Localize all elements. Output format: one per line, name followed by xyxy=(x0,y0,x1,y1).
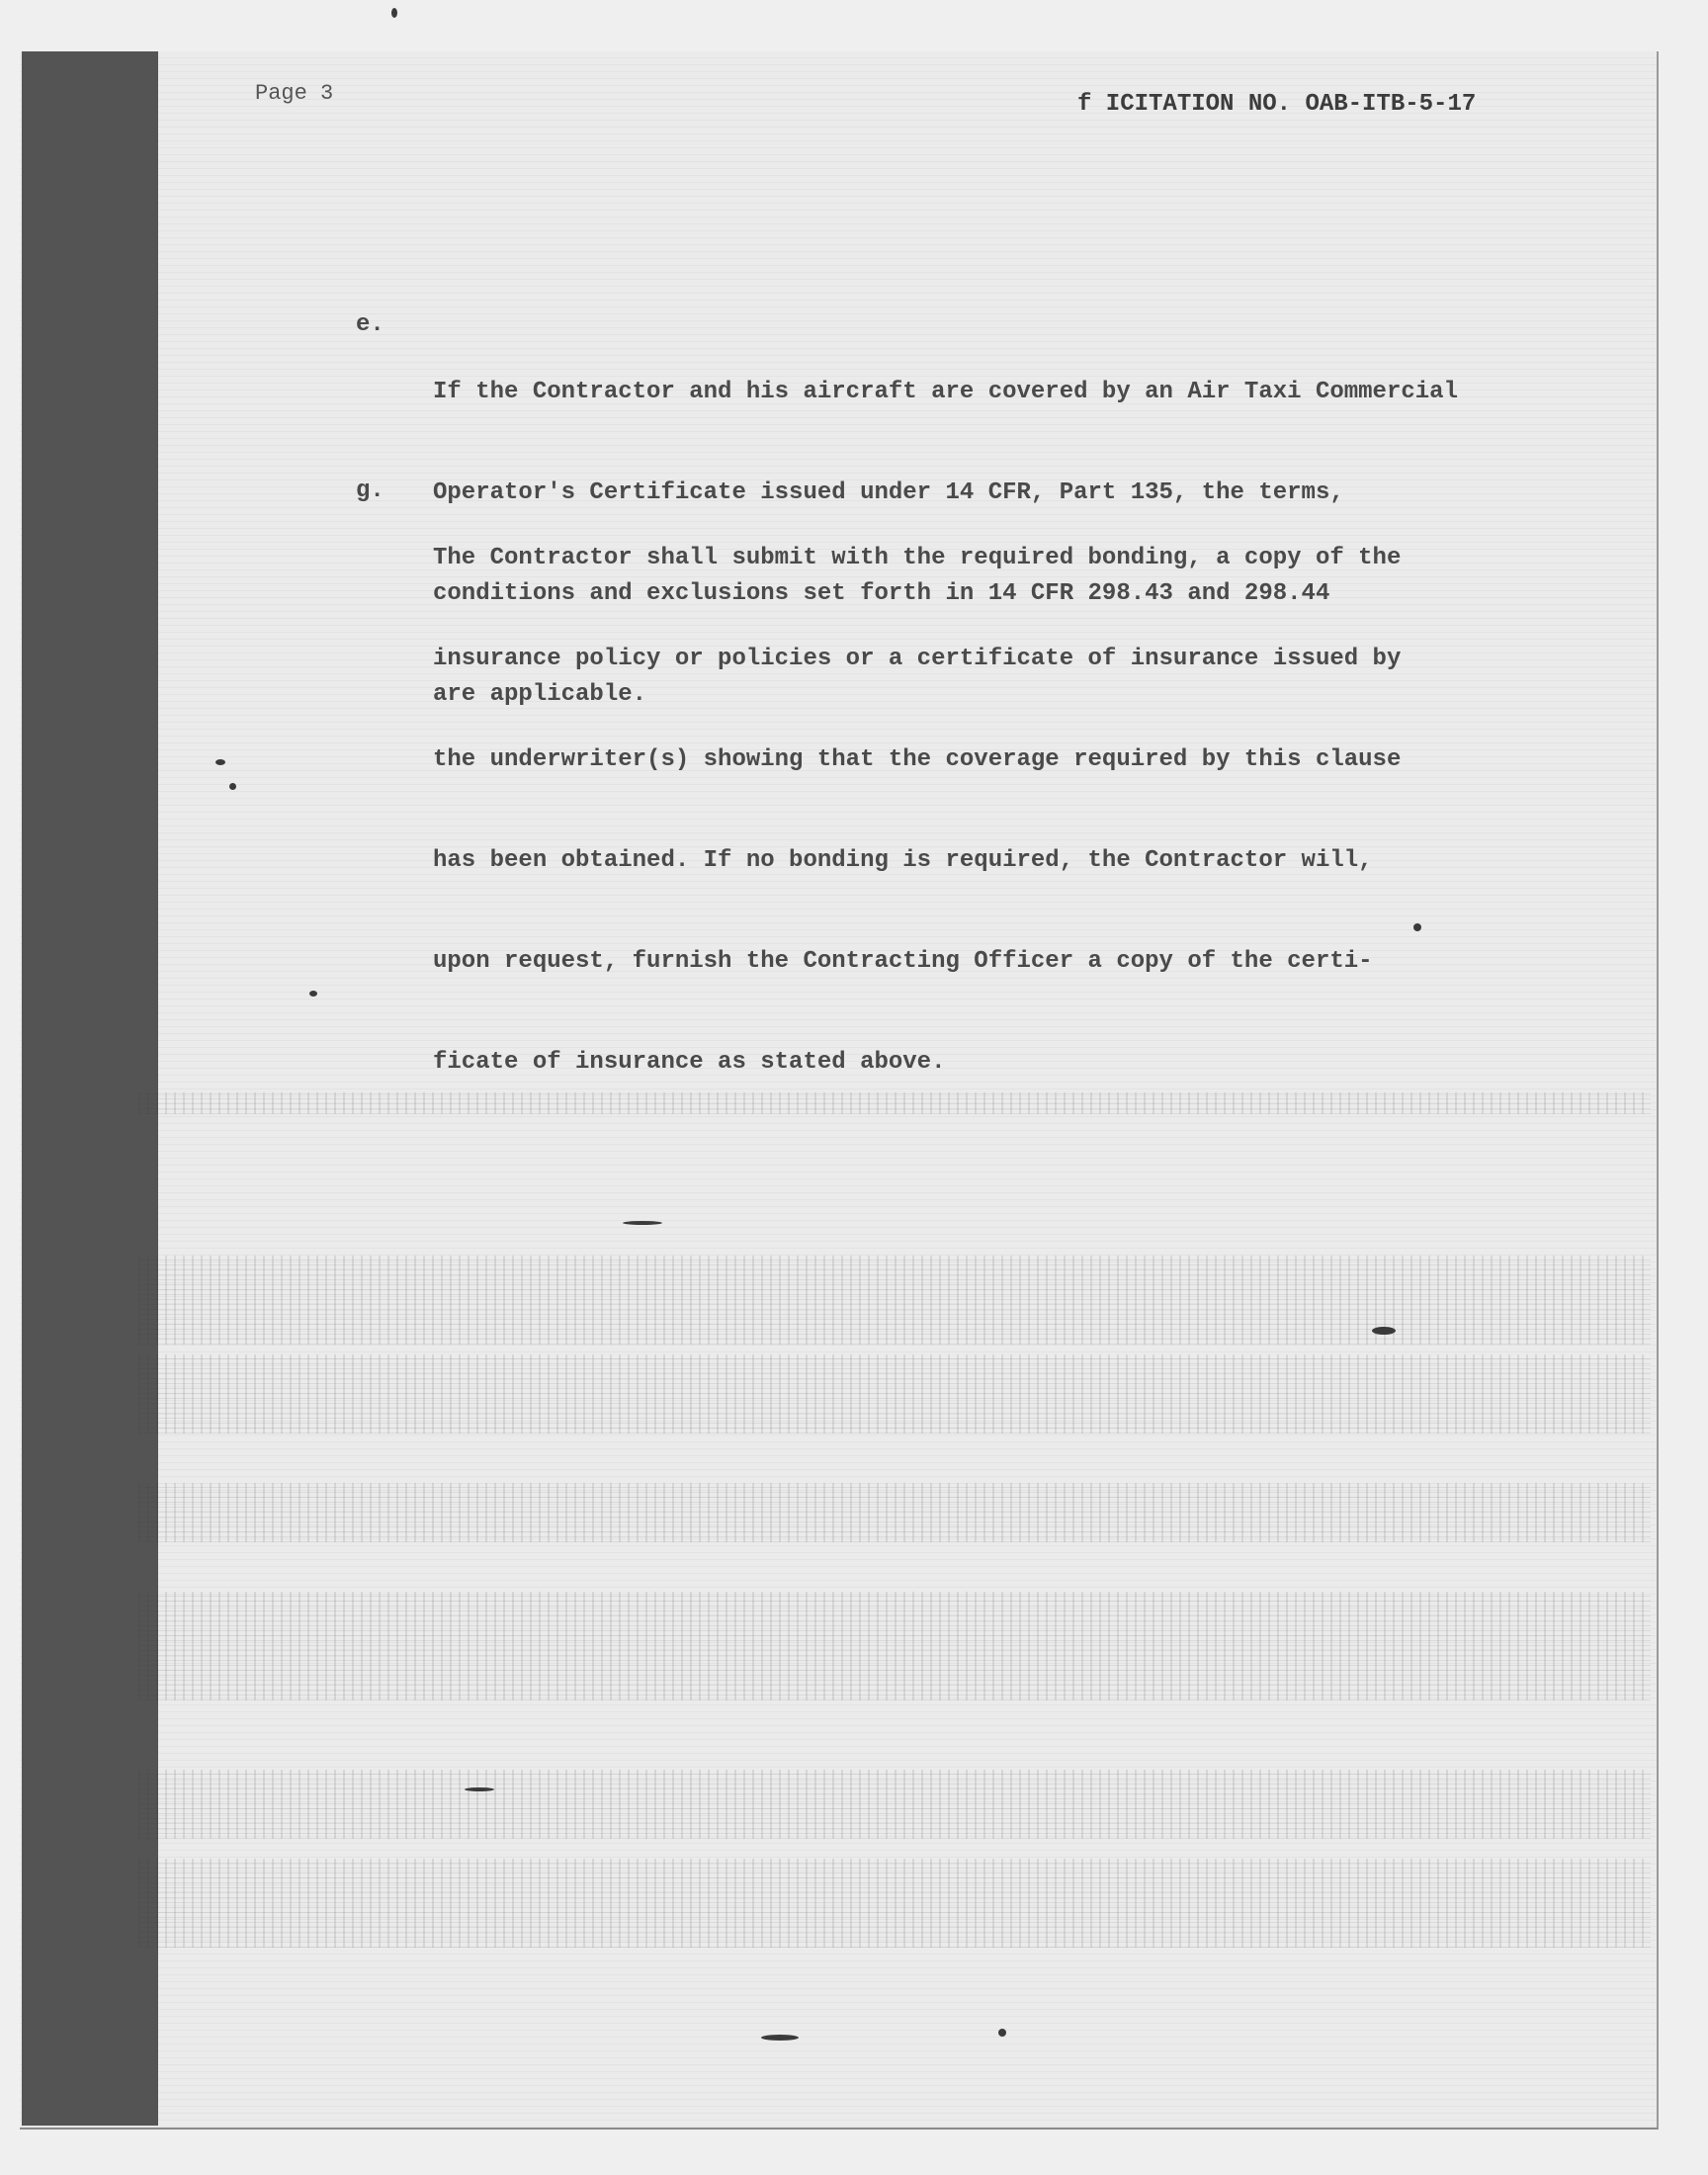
ink-speck xyxy=(391,8,397,18)
ink-speck xyxy=(229,783,236,790)
clause-text xyxy=(433,475,1421,1147)
ink-speck xyxy=(1372,1327,1396,1335)
solicitation-number: f ICITATION NO. OAB-ITB-5-17 xyxy=(1077,91,1477,118)
clause-line: ficate of insurance as stated above. xyxy=(433,1049,946,1076)
ink-speck xyxy=(215,759,225,765)
ink-speck xyxy=(761,2035,799,2041)
clause-letter: g. xyxy=(356,478,384,504)
ink-speck xyxy=(465,1787,494,1791)
scan-noise xyxy=(138,1770,1651,1839)
clause-line: upon request, furnish the Contracting Officer a copy of the certi- xyxy=(433,948,1373,975)
scan-noise xyxy=(138,1592,1651,1700)
page-number: Page 3 xyxy=(255,81,334,106)
clause-line: the underwriter(s) showing that the coverage required by this clause xyxy=(433,746,1402,773)
clause-line: If the Contractor and his aircraft are covered by an Air Taxi Commercial xyxy=(433,379,1458,405)
clause-line: conditions and exclusions set forth in 14 CFR 298.43 and 298.44 xyxy=(433,580,1330,607)
clause-line: has been obtained. If no bonding is required, the Contractor will, xyxy=(433,847,1373,874)
scan-noise xyxy=(138,1859,1651,1948)
clause-line: The Contractor shall submit with the required bonding, a copy of the xyxy=(433,545,1402,571)
clause-letter: e. xyxy=(356,311,384,338)
ink-speck xyxy=(309,991,317,997)
clause-line: Operator's Certificate issued under 14 CFR, Part 135, the terms, xyxy=(433,479,1344,506)
scan-noise xyxy=(138,1354,1651,1434)
clause-line: insurance policy or policies or a certificate of insurance issued by xyxy=(433,646,1402,672)
ink-speck xyxy=(998,2029,1006,2037)
clause-line: are applicable. xyxy=(433,681,647,708)
scan-noise xyxy=(138,1256,1651,1345)
scan-noise xyxy=(138,1483,1651,1542)
ink-speck xyxy=(623,1221,662,1225)
